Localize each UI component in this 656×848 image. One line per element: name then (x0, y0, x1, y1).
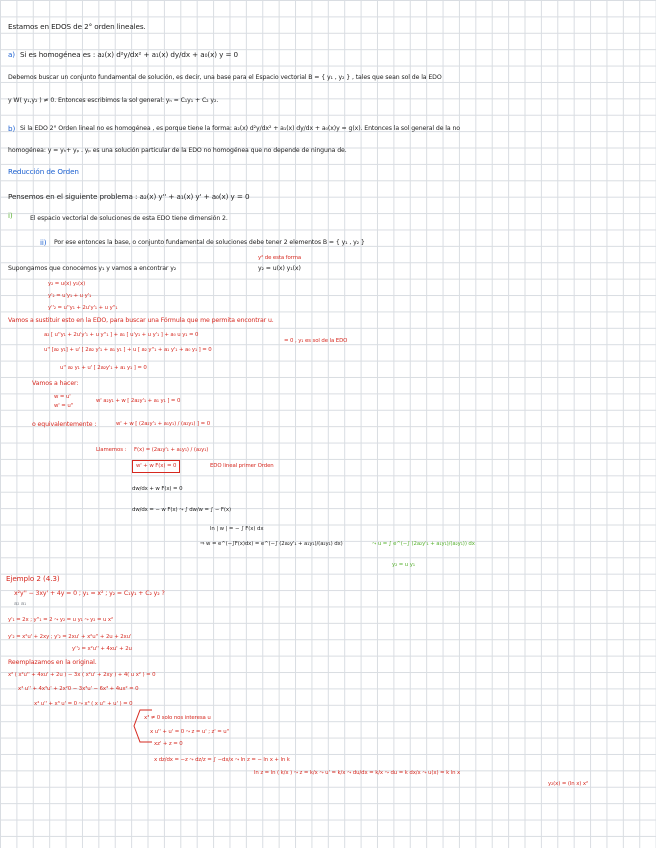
intro-title: Estamos en EDOS de 2° orden lineales. (8, 22, 146, 31)
derivative-3: y''₂ = u''y₁ + 2u'y'₁ + u y''₁ (48, 305, 118, 311)
solution-step-4: ⇒ w = e^(−∫F(x)dx) = e^(−∫ (2a₂y'₁ + a₁y₁)/(a₂y₁) dx) (200, 541, 343, 547)
solution-step-5: ⤳ u = ∫ e^(−∫ (2a₂y'₁ + a₁y₁)/(a₂y₁)) dx (372, 541, 475, 547)
w-equation: w' a₂y₁ + w [ 2a₂y'₁ + a₁ y₁ ] = 0 (96, 398, 181, 404)
item-ii-label: ii) (40, 238, 47, 247)
item-b-text: Si la EDO 2° Orden lineal no es homogénea , es porque tiene la forma: a₂(x) d²y/dx² + a₁(x) dy/dx + a₀(x)y = g(x). Entonces la sol general de la no (20, 125, 460, 132)
example-coefficients: a₂ a₁ (14, 601, 27, 607)
y2-form: y₂ = u(x) y₁(x) (258, 265, 301, 272)
item-a-label: a) (8, 50, 16, 59)
example-line-8: x³ ≠ 0 solo nos interesa u (144, 715, 211, 721)
example-line-13: y₂(x) = (ln x) x² (548, 781, 589, 787)
vamos-label: Vamos a hacer: (32, 380, 79, 387)
derivative-2: y'₂ = u'y₁ + u y'₁ (48, 293, 92, 299)
item-a-line2: Debemos buscar un conjunto fundamental de solución, es decir, una base para el Espacio vectorial B = { y₁ , y₂ } , tales que sean sol de la EDO (8, 74, 442, 81)
boxed-note: EDO lineal primer Orden (210, 463, 274, 469)
substitution-2: u'' [a₂ y₁] + u' [ 2a₂ y'₁ + a₁ y₁ ] + u [ a₂ y''₁ + a₁ y'₁ + a₀ y₁ ] = 0 (44, 347, 212, 353)
solution-step-3: ln | w | = − ∫ F(x) dx (210, 526, 264, 532)
example-line-3: y''₂ = x²u'' + 4xu' + 2u (72, 646, 132, 652)
w-def-2: w' = u'' (54, 403, 74, 409)
example-line-9: x u'' + u' = 0 ⤳ z = u' ; z' = u'' (150, 729, 230, 735)
substitute-text: Vamos a sustituir esto en la EDO, para buscar una Fórmula que me permita encontrar u. (8, 317, 274, 324)
example-line-6: x⁴ u'' + 4x³u' + 2x²0 − 3x³u' − 6x³ + 4ux² = 0 (18, 686, 139, 692)
example-line-10: xz' + z = 0 (154, 741, 183, 747)
example-line-5: x² ( x²u'' + 4xu' + 2u ) − 3x ( x²u' + 2xy ) + 4( u x² ) = 0 (8, 672, 156, 678)
example-line-12: ln z = ln ( k/x ) ⤳ z = k/x ⤳ u' = k/x ⤳ du/dx = k/x ⤳ du = k dx/x ⤳ u(x) = k ln x (254, 770, 461, 776)
boxed-equation: w' + w F(x) = 0 (132, 460, 180, 473)
solution-step-2: dw/dx = − w F(x) ⤳ ∫ dw/w = ∫ − F(x) (132, 507, 231, 513)
example-line-2: y'₂ = x²u' + 2xy ; y'₂ = 2xu' + x²u'' + 2u + 2xu' (8, 634, 132, 640)
substitution-2-note: = 0 , y₁ es sol de la EDO (284, 338, 348, 344)
item-a-line3: y W( y₁,y₂ ) ≠ 0. Entonces escribimos la sol general: yₕ = C₁y₁ + C₂ y₂. (8, 97, 219, 104)
example-problem: x²y'' − 3xy' + 4y = 0 ; y₁ = x² ; y₂ = C₁y₁ + C₂ y₂ ? (14, 590, 165, 597)
item-ii-text: Por ese entonces la base, o conjunto fundamental de soluciones debe tener 2 elementos B = { y₁ , y₂ } (54, 239, 365, 246)
llamemos-label: Llamemos : (96, 447, 127, 453)
suppose-text: Supongamos que conocemos y₁ y vamos a encontrar y₂ (8, 265, 177, 272)
substitution-3: u'' a₂ y₁ + u' [ 2a₂y'₁ + a₁ y₁ ] = 0 (60, 365, 147, 371)
y2-form-note: y² de esta forma (258, 255, 302, 261)
item-b-label: b) (8, 124, 16, 133)
reduction-problem: Pensemos en el siguiente problema : a₂(x) y'' + a₁(x) y' + a₀(x) y = 0 (8, 192, 250, 201)
equivalent-label: o equivalentemente : (32, 421, 97, 428)
equivalent-equation: w' + w [ (2a₂y'₁ + a₁y₁) / (a₂y₁) ] = 0 (116, 421, 211, 427)
example-line-7: x⁴ u'' + x³ u' = 0 ⤳ x³ ( x u'' + u' ) = 0 (34, 701, 133, 707)
reduction-title: Reducción de Orden (8, 167, 79, 176)
example-title: Ejemplo 2 (4.3) (6, 574, 60, 583)
llamemos-equation: F(x) = (2a₂y'₁ + a₁y₁) / (a₂y₁) (134, 447, 209, 453)
solution-step-6: y₂ = u y₁ (392, 562, 415, 568)
item-a-text: Si es homogénea es : a₂(x) d²y/dx² + a₁(x) dy/dx + a₀(x) y = 0 (20, 50, 239, 59)
item-b-line2: homogénea: y = yₕ+ yₚ . yₚ es una solución particular de la EDO no homogénea que no depende de ninguna de. (8, 147, 347, 154)
example-line-11: x dz/dx = −z ⤳ dz/z = ∫ −dx/x ⤳ ln z = − ln x + ln k (154, 757, 290, 763)
derivative-1: y₂ = u(x) y₁(x) (48, 281, 86, 287)
example-line-1: y'₁ = 2x ; y''₁ = 2 ⤳ y₂ = u y₁ ⤳ y₂ = u x² (8, 617, 114, 623)
w-def-1: w = u' (54, 394, 71, 400)
item-i-label: i) (8, 211, 13, 220)
bracket-arrow-icon (126, 706, 156, 746)
example-line-4: Reemplazamos en la original. (8, 659, 97, 666)
substitution-1: a₂ [ u''y₁ + 2u'y'₁ + u y''₁ ] + a₁ [ u'y₁ + u y'₁ ] + a₀ u y₁ = 0 (44, 332, 199, 338)
solution-step-1: dw/dx + w F(x) = 0 (132, 486, 183, 492)
item-i-text: El espacio vectorial de soluciones de esta EDO tiene dimensión 2. (30, 215, 228, 222)
